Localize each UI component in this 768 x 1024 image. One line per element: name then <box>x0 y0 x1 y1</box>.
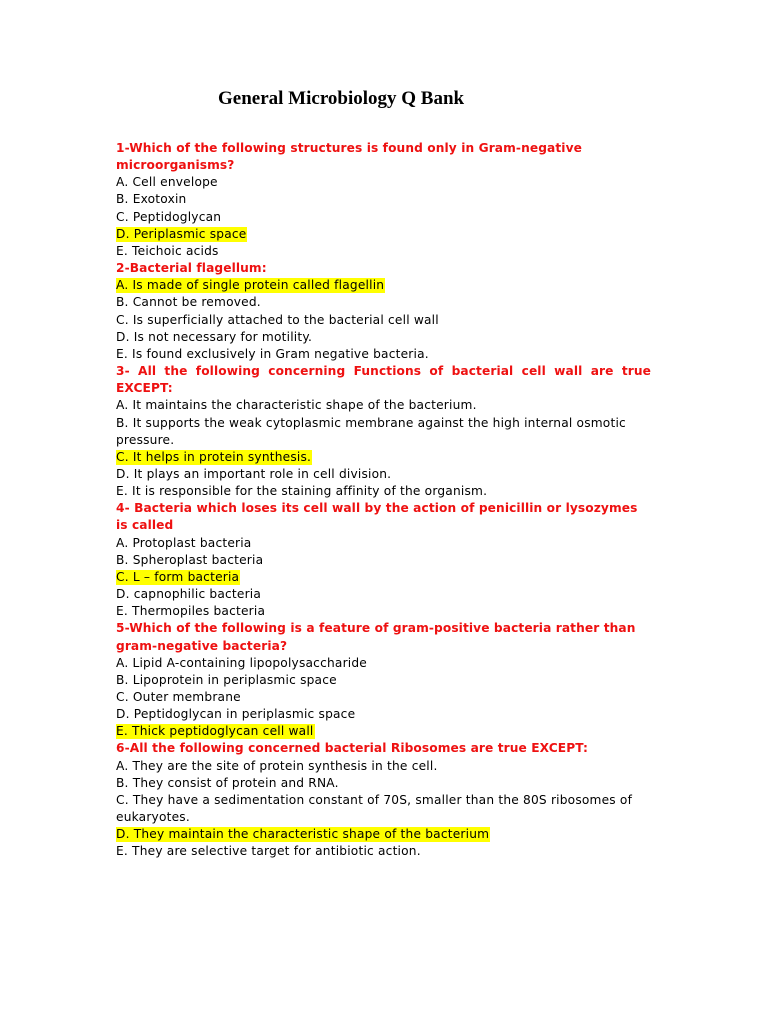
correct-answer-option <box>116 826 651 843</box>
answer-highlight: E. Thick peptidoglycan cell wall <box>116 724 314 739</box>
answer-option: B. Lipoprotein in periplasmic space <box>116 672 337 687</box>
answer-option: C. Peptidoglycan <box>116 209 222 224</box>
answer-option: D. capnophilic bacteria <box>116 587 262 602</box>
correct-answer-option <box>116 723 651 740</box>
question-block-4 <box>116 500 651 620</box>
answer-option: E. It is responsible for the staining affinity of the organism. <box>116 484 488 499</box>
answer-highlight: A. Is made of single protein called flagellin <box>116 278 385 293</box>
answer-option: D. It plays an important role in cell division. <box>116 466 392 481</box>
answer-option: A. Cell envelope <box>116 175 218 190</box>
answer-option: B. Spheroplast bacteria <box>116 552 264 567</box>
answer-option: A. Protoplast bacteria <box>116 535 252 550</box>
answer-highlight: C. L – form bacteria <box>116 569 240 584</box>
answer-option: A. It maintains the characteristic shape of the bacterium. <box>116 398 477 413</box>
question-text: 4- Bacteria which loses its cell wall by the action of penicillin or lysozymes is called <box>116 501 638 533</box>
question-text: 2-Bacterial flagellum: <box>116 261 267 276</box>
answer-option: E. Teichoic acids <box>116 243 219 258</box>
question-block-2 <box>116 260 651 363</box>
correct-answer-option <box>116 449 651 466</box>
question-text: 1-Which of the following structures is found only in Gram-negative microorganisms? <box>116 141 582 173</box>
question-block-3 <box>116 363 651 500</box>
answer-option: B. Exotoxin <box>116 192 187 207</box>
answer-option: E. Is found exclusively in Gram negative bacteria. <box>116 346 429 361</box>
answer-highlight: C. It helps in protein synthesis. <box>116 449 312 464</box>
question-block-1 <box>116 140 651 260</box>
answer-option: C. Is superficially attached to the bacterial cell wall <box>116 312 439 327</box>
correct-answer-option <box>116 569 651 586</box>
answer-highlight: D. They maintain the characteristic shape of the bacterium <box>116 827 490 842</box>
answer-highlight: D. Periplasmic space <box>116 226 247 241</box>
answer-option: E. They are selective target for antibiotic action. <box>116 844 421 859</box>
correct-answer-option <box>116 226 651 243</box>
answer-option: D. Is not necessary for motility. <box>116 329 313 344</box>
answer-option: A. Lipid A-containing lipopolysaccharide <box>116 655 368 670</box>
answer-option: B. It supports the weak cytoplasmic membrane against the high internal osmotic pressure. <box>116 415 626 447</box>
answer-option: A. They are the site of protein synthesis in the cell. <box>116 758 438 773</box>
answer-option: B. They consist of protein and RNA. <box>116 775 339 790</box>
question-block-6 <box>116 740 651 860</box>
answer-option: C. They have a sedimentation constant of 70S, smaller than the 80S ribosomes of eukaryotes. <box>116 792 633 825</box>
correct-answer-option <box>116 277 651 294</box>
answer-option: B. Cannot be removed. <box>116 295 261 310</box>
question-block-5 <box>116 620 651 740</box>
document-title: General Microbiology Q Bank <box>218 88 465 109</box>
answer-option: D. Peptidoglycan in periplasmic space <box>116 707 356 722</box>
question-text: 6-All the following concerned bacterial Ribosomes are true EXCEPT: <box>116 741 588 756</box>
question-text: 5-Which of the following is a feature of gram-positive bacteria rather than gram-negative bacteria? <box>116 621 636 653</box>
answer-option: E. Thermopiles bacteria <box>116 604 266 619</box>
question-bank <box>116 140 651 861</box>
question-text: 3- All the following concerning Functions of bacterial cell wall are true EXCEPT: <box>116 364 651 396</box>
answer-option: C. Outer membrane <box>116 690 241 704</box>
